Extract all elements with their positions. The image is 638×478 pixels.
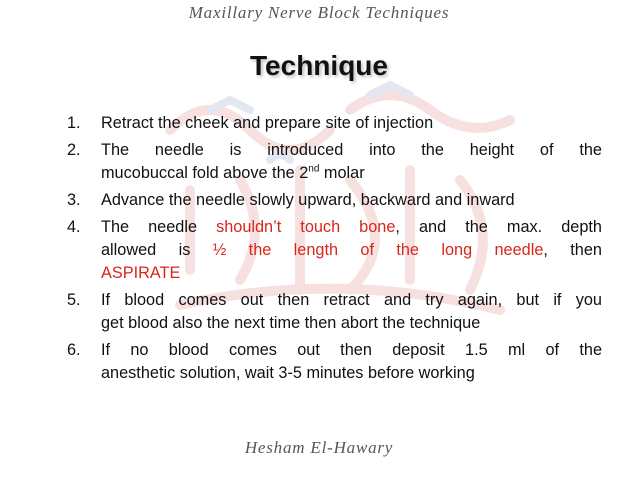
list-text-line: The needle shouldn’t touch bone, and the max. depth: [101, 218, 602, 236]
list-number: 2.: [67, 141, 81, 159]
warning-text: ½ the length of the long needle: [212, 241, 544, 259]
list-text-line: mucobuccal fold above the 2nd molar: [101, 163, 365, 182]
list-item: [67, 216, 602, 285]
technique-steps: [67, 112, 602, 389]
warning-text: ASPIRATE: [101, 264, 181, 282]
list-text-line: anesthetic solution, wait 3-5 minutes before working: [101, 364, 475, 382]
list-number: 3.: [67, 191, 81, 209]
list-item: [67, 339, 602, 385]
list-item: [67, 289, 602, 335]
slide-footer: Hesham El-Hawary: [244, 438, 394, 457]
list-number: 1.: [67, 114, 81, 132]
list-item: [67, 139, 602, 185]
list-item: [67, 112, 602, 135]
list-number: 4.: [67, 218, 81, 236]
list-text-line: allowed is ½ the length of the long needle, then: [101, 241, 602, 259]
list-text-line: The needle is introduced into the height of the: [101, 141, 602, 159]
list-text: Retract the cheek and prepare site of injection: [101, 114, 434, 132]
slide-title: Technique: [250, 50, 388, 81]
list-text-line: If no blood comes out then deposit 1.5 ml of the: [101, 341, 602, 359]
list-text-line: get blood also the next time then abort the technique: [101, 314, 481, 332]
list-number: 6.: [67, 341, 81, 359]
slide-header: Maxillary Nerve Block Techniques: [188, 3, 450, 22]
list-text: Advance the needle slowly upward, backward and inward: [101, 191, 515, 209]
list-item: [67, 189, 602, 212]
list-text-line: If blood comes out then retract and try again, but if you: [101, 291, 602, 309]
list-number: 5.: [67, 291, 81, 309]
warning-text: shouldn’t touch bone: [216, 218, 396, 236]
